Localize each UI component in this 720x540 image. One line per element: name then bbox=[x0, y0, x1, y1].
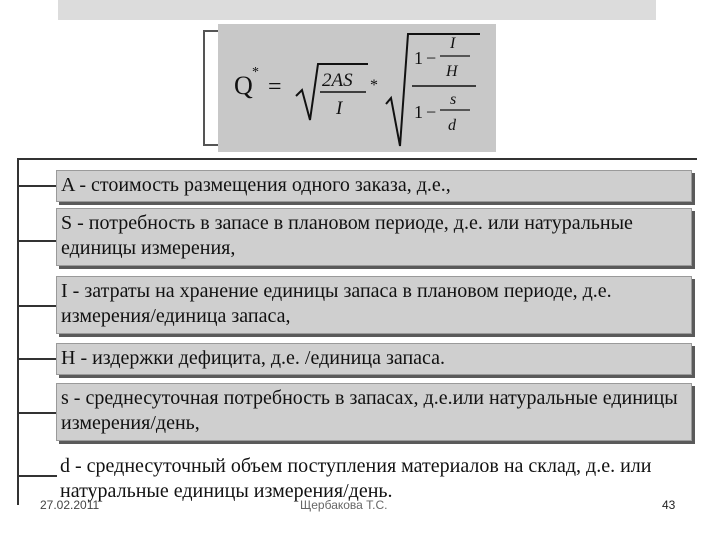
footer-author: Щербакова Т.С. bbox=[300, 498, 388, 512]
formula-eq: = bbox=[268, 74, 282, 100]
frac1-den: H bbox=[446, 63, 458, 80]
formula-one-1: 1 bbox=[414, 48, 423, 68]
formula-lhs: Q bbox=[234, 71, 253, 100]
frac2-num: s bbox=[450, 91, 457, 108]
formula-den: I bbox=[336, 98, 343, 119]
formula-minus-1: − bbox=[426, 48, 437, 68]
frac1-num: I bbox=[450, 35, 456, 52]
formula-panel bbox=[218, 24, 496, 152]
definition-i: I - затраты на хранение единицы запаса в плановом периоде, д.е. измерения/единица запаса, bbox=[56, 276, 692, 334]
tree-branch bbox=[17, 358, 57, 360]
tree-branch bbox=[17, 475, 57, 477]
definition-s: S - потребность в запасе в плановом периоде, д.е. или натуральные единицы измерения, bbox=[56, 208, 692, 266]
formula-graphic bbox=[218, 24, 496, 152]
formula-num: 2AS bbox=[322, 70, 353, 91]
footer-date: 27.02.2011 bbox=[40, 498, 100, 512]
tree-branch bbox=[17, 240, 57, 242]
formula-one-2: 1 bbox=[414, 102, 423, 122]
page-number: 43 bbox=[662, 498, 676, 512]
tree-trunk bbox=[17, 160, 19, 505]
title-bar bbox=[58, 0, 656, 20]
definition-a: A - стоимость размещения одного заказа, д.е., bbox=[56, 170, 692, 202]
formula-star: * bbox=[252, 65, 259, 80]
frac2-den: d bbox=[448, 117, 456, 134]
tree-top-line bbox=[17, 158, 697, 160]
tree-branch bbox=[17, 412, 57, 414]
tree-branch bbox=[17, 185, 57, 187]
tree-branch bbox=[17, 305, 57, 307]
definition-d: d - среднесуточный объем поступления материалов на склад, д.е. или натуральные единицы измерения/день. bbox=[60, 455, 652, 502]
formula-mult: * bbox=[370, 77, 378, 94]
definition-h: H - издержки дефицита, д.е. /единица запаса. bbox=[56, 343, 692, 375]
formula-minus-2: − bbox=[426, 102, 437, 122]
definition-s-small: s - среднесуточная потребность в запасах, д.е.или натуральные единицы измерения/день, bbox=[56, 383, 692, 441]
